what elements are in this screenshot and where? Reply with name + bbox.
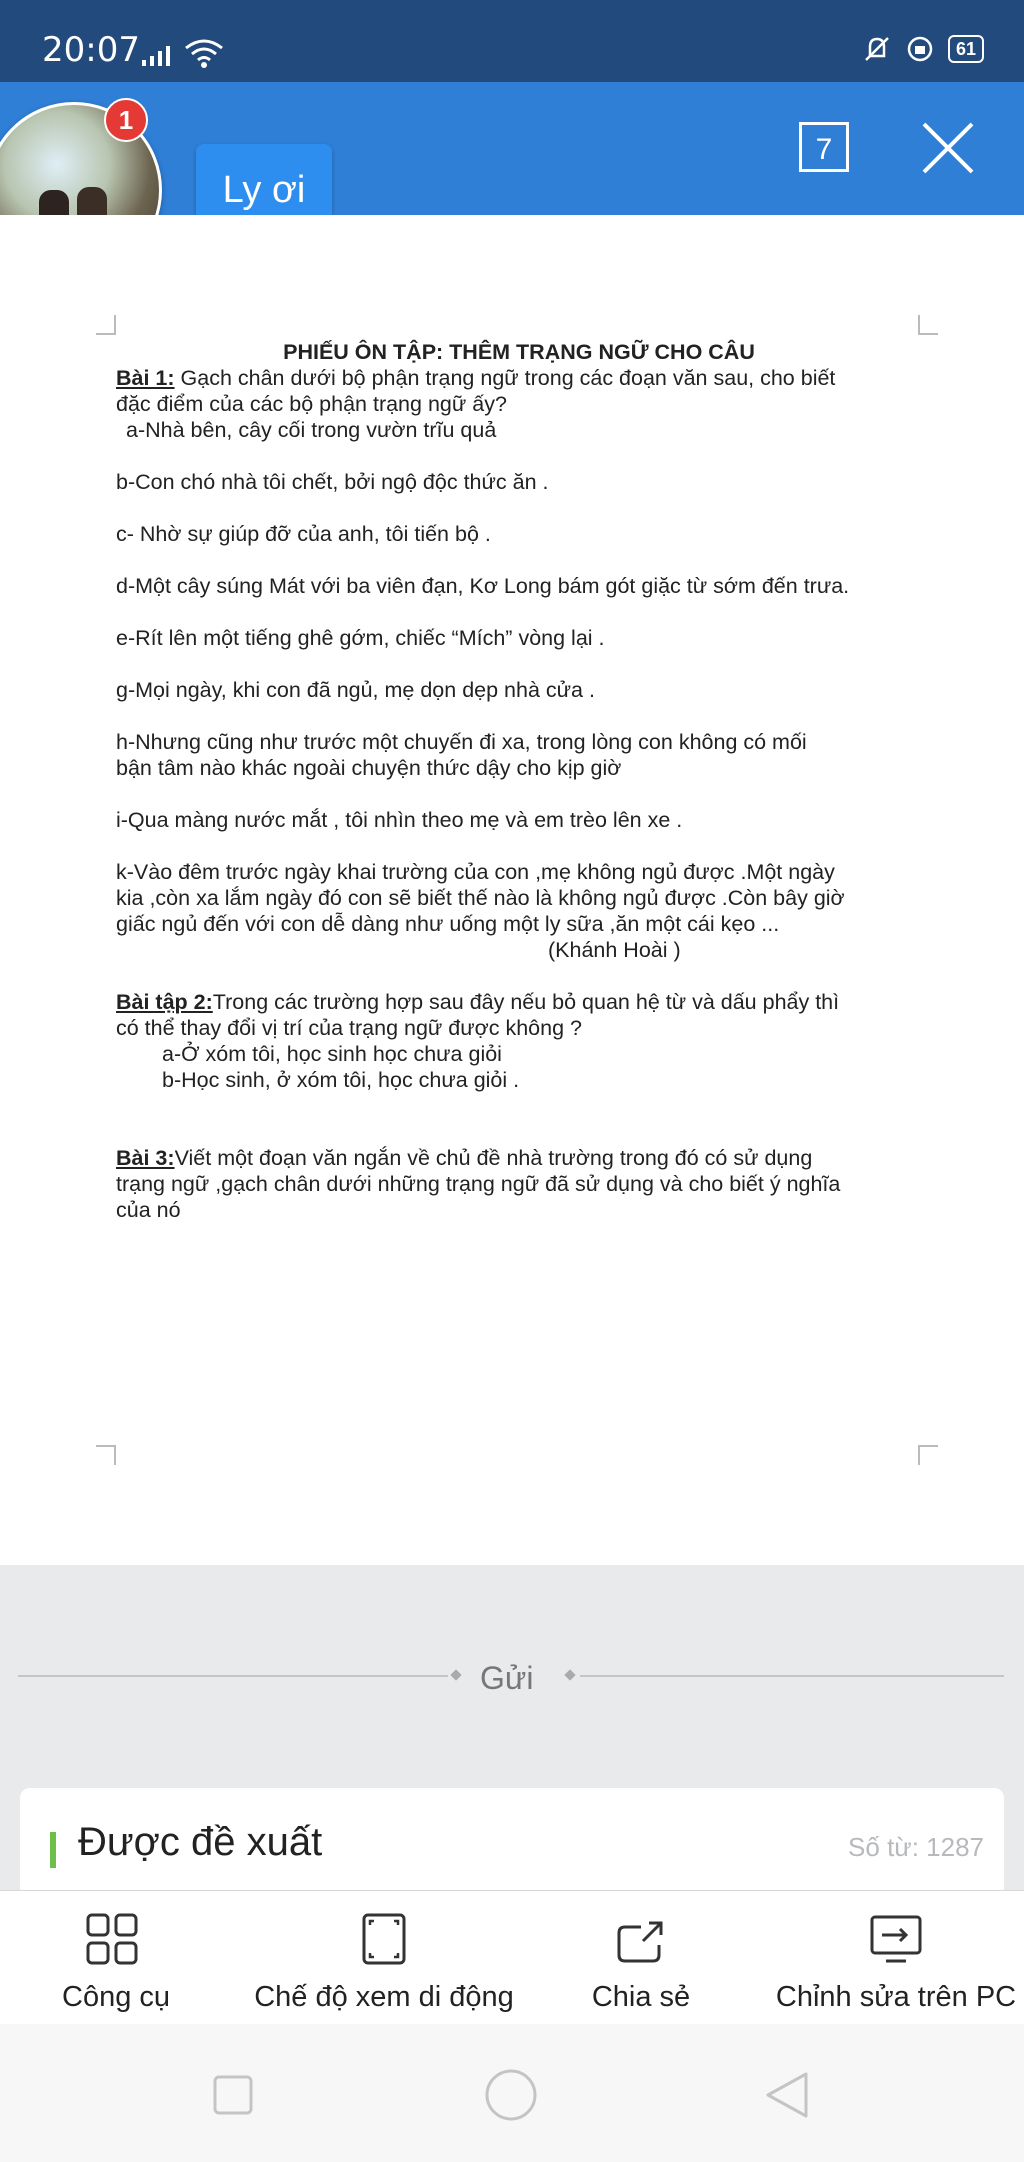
tools-label: Công cụ — [62, 1981, 171, 2013]
edit-on-pc-button[interactable] — [772, 1911, 1020, 2014]
tools-grid-icon — [84, 1911, 140, 1967]
crop-mark — [96, 1445, 116, 1465]
page-count-button[interactable]: 7 — [799, 122, 849, 172]
item-e: e-Rít lên một tiếng ghê gớm, chiếc “Mích” vòng lại . — [116, 626, 605, 650]
edit-on-pc-icon — [866, 1911, 926, 1967]
unread-badge: 1 — [104, 98, 148, 142]
item-b: b-Con chó nhà tôi chết, bởi ngộ độc thức ăn . — [116, 470, 549, 494]
status-icons — [862, 34, 984, 64]
exercise-2-a: a-Ở xóm tôi, học sinh học chưa giỏi — [162, 1042, 502, 1066]
item-h: h-Nhưng cũng như trước một chuyến đi xa, trong lòng con không có mối — [116, 730, 807, 754]
item-k-line: giấc ngủ đến với con dễ dàng như uống một ly sữa ,ăn một cái kẹo ... — [116, 912, 780, 936]
item-a: a-Nhà bên, cây cối trong vườn trĩu quả — [126, 418, 497, 442]
send-label[interactable]: Gửi — [480, 1660, 534, 1696]
signal-icon — [142, 44, 176, 66]
mobile-view-icon — [360, 1911, 408, 1967]
battery-indicator: 61 — [948, 35, 984, 63]
document-content — [116, 339, 922, 1223]
item-c: c- Nhờ sự giúp đỡ của anh, tôi tiến bộ . — [116, 522, 491, 546]
crop-mark — [918, 1445, 938, 1465]
tools-button[interactable] — [62, 1911, 171, 2014]
exercise-3-line: của nó — [116, 1198, 181, 1222]
send-divider — [18, 1660, 1004, 1696]
exercise-3: Bài 3:Viết một đoạn văn ngắn về chủ đề nhà trường trong đó có sử dụng — [116, 1146, 813, 1170]
share-icon — [613, 1911, 669, 1967]
document-title: PHIẾU ÔN TẬP: THÊM TRẠNG NGỮ CHO CÂU — [283, 340, 755, 364]
exercise-1-line: đặc điểm của các bộ phận trạng ngữ ấy? — [116, 392, 507, 416]
home-icon[interactable] — [484, 2068, 538, 2122]
accent-bar — [50, 1832, 56, 1868]
bell-muted-icon — [862, 34, 892, 64]
exercise-1: Bài 1: Gạch chân dưới bộ phận trạng ngữ trong các đoạn văn sau, cho biết — [116, 366, 836, 390]
wifi-icon — [184, 38, 224, 68]
item-h-line: bận tâm nào khác ngoài chuyện thức dậy cho kịp giờ — [116, 756, 622, 780]
suggested-title: Được đề xuất — [78, 1820, 323, 1864]
exercise-3-line: trạng ngữ ,gạch chân dưới những trạng ngữ đã sử dụng và cho biết ý nghĩa — [116, 1172, 841, 1196]
mobile-view-label: Chế độ xem di động — [254, 1981, 514, 2013]
exercise-2: Bài tập 2:Trong các trường hợp sau đây nếu bỏ quan hệ từ và dấu phẩy thì — [116, 990, 840, 1014]
suggested-card[interactable] — [20, 1788, 1004, 1900]
crop-mark — [918, 315, 938, 335]
status-bar — [0, 0, 1024, 82]
item-i: i-Qua màng nước mắt , tôi nhìn theo mẹ và em trèo lên xe . — [116, 808, 683, 832]
share-button[interactable] — [580, 1911, 702, 2014]
data-saver-icon — [906, 35, 934, 63]
document-page — [0, 215, 1024, 1565]
recent-apps-icon[interactable] — [212, 2074, 254, 2116]
item-d: d-Một cây súng Mát với ba viên đạn, Kơ Long bám gót giặc từ sớm đến trưa. — [116, 574, 850, 598]
item-k: k-Vào đêm trước ngày khai trường của con ,mẹ không ngủ được .Một ngày — [116, 860, 835, 884]
share-label: Chia sẻ — [591, 1981, 691, 2013]
edit-on-pc-label: Chỉnh sửa trên PC — [775, 1981, 1017, 2013]
crop-mark — [96, 315, 116, 335]
bottom-toolbar — [0, 1890, 1024, 2025]
chat-bubble[interactable]: Ly ơi — [196, 144, 332, 236]
exercise-2-b: b-Học sinh, ở xóm tôi, học chưa giỏi . — [162, 1068, 520, 1092]
item-k-line: kia ,còn xa lắm ngày đó con sẽ biết thế nào là không ngủ được .Còn bây giờ — [116, 886, 845, 910]
back-icon[interactable] — [762, 2070, 812, 2120]
exercise-2-line: có thể thay đổi vị trí của trạng ngữ được không ? — [116, 1016, 582, 1040]
author-credit: (Khánh Hoài ) — [548, 938, 681, 962]
close-icon[interactable] — [920, 120, 976, 176]
word-count: Số từ: 1287 — [848, 1832, 984, 1862]
system-nav-bar — [0, 2024, 1024, 2162]
status-time: 20:07 — [42, 30, 140, 70]
item-g: g-Mọi ngày, khi con đã ngủ, mẹ dọn dẹp nhà cửa . — [116, 678, 595, 702]
mobile-view-button[interactable] — [252, 1911, 516, 2014]
